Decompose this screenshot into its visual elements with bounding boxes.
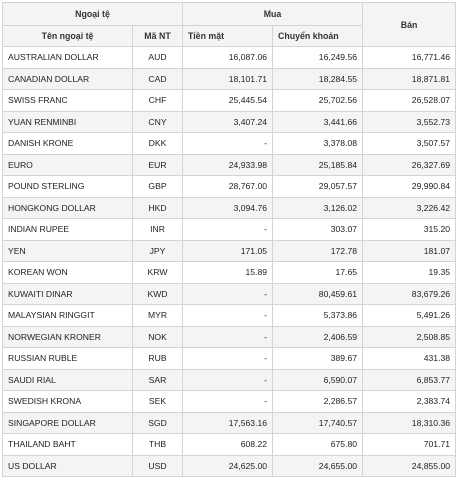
table-row: [3, 219, 456, 241]
cash-header: Tiền mặt: [183, 26, 273, 47]
table-row: [3, 90, 456, 112]
transfer-buy-cell: 80,459.61: [273, 283, 363, 305]
currency-code-cell: SGD: [133, 412, 183, 434]
currency-code-cell: KWD: [133, 283, 183, 305]
sell-cell: 16,771.46: [363, 47, 456, 69]
cash-buy-cell: -: [183, 326, 273, 348]
cash-buy-cell: -: [183, 133, 273, 155]
sell-cell: 5,491.26: [363, 305, 456, 327]
cash-buy-cell: 16,087.06: [183, 47, 273, 69]
sell-header: Bán: [363, 3, 456, 47]
currency-name-cell: THAILAND BAHT: [3, 434, 133, 456]
sell-cell: 26,528.07: [363, 90, 456, 112]
table-row: [3, 176, 456, 198]
transfer-buy-cell: 172.78: [273, 240, 363, 262]
transfer-header: Chuyển khoản: [273, 26, 363, 47]
table-row: [3, 47, 456, 69]
sell-cell: 29,990.84: [363, 176, 456, 198]
transfer-buy-cell: 25,702.56: [273, 90, 363, 112]
cash-buy-cell: 17,563.16: [183, 412, 273, 434]
cash-buy-cell: -: [183, 219, 273, 241]
code-header: Mã NT: [133, 26, 183, 47]
currency-name-cell: HONGKONG DOLLAR: [3, 197, 133, 219]
currency-name-cell: SAUDI RIAL: [3, 369, 133, 391]
sell-cell: 3,552.73: [363, 111, 456, 133]
sell-cell: 701.71: [363, 434, 456, 456]
currency-name-cell: NORWEGIAN KRONER: [3, 326, 133, 348]
currency-code-cell: HKD: [133, 197, 183, 219]
currency-name-cell: AUSTRALIAN DOLLAR: [3, 47, 133, 69]
currency-name-cell: RUSSIAN RUBLE: [3, 348, 133, 370]
currency-code-cell: CNY: [133, 111, 183, 133]
transfer-buy-cell: 3,441.66: [273, 111, 363, 133]
currency-code-cell: EUR: [133, 154, 183, 176]
table-row: [3, 326, 456, 348]
table-row: [3, 154, 456, 176]
currency-name-cell: YUAN RENMINBI: [3, 111, 133, 133]
currency-name-cell: EURO: [3, 154, 133, 176]
transfer-buy-cell: 25,185.84: [273, 154, 363, 176]
cash-buy-cell: 24,933.98: [183, 154, 273, 176]
currency-code-cell: KRW: [133, 262, 183, 284]
currency-name-cell: KUWAITI DINAR: [3, 283, 133, 305]
cash-buy-cell: 3,094.76: [183, 197, 273, 219]
table-row: [3, 283, 456, 305]
currency-code-cell: SEK: [133, 391, 183, 413]
transfer-buy-cell: 29,057.57: [273, 176, 363, 198]
sell-cell: 83,679.26: [363, 283, 456, 305]
table-row: [3, 391, 456, 413]
sell-cell: 2,383.74: [363, 391, 456, 413]
currency-code-cell: NOK: [133, 326, 183, 348]
cash-buy-cell: 3,407.24: [183, 111, 273, 133]
currency-code-cell: JPY: [133, 240, 183, 262]
buy-group-header: Mua: [183, 3, 363, 26]
cash-buy-cell: 28,767.00: [183, 176, 273, 198]
table-row: [3, 262, 456, 284]
cash-buy-cell: -: [183, 283, 273, 305]
currency-code-cell: DKK: [133, 133, 183, 155]
table-row: [3, 455, 456, 477]
currency-code-cell: MYR: [133, 305, 183, 327]
sell-cell: 3,507.57: [363, 133, 456, 155]
table-row: [3, 133, 456, 155]
currency-name-cell: SWEDISH KRONA: [3, 391, 133, 413]
table-row: [3, 305, 456, 327]
transfer-buy-cell: 6,590.07: [273, 369, 363, 391]
transfer-buy-cell: 675.80: [273, 434, 363, 456]
sell-cell: 2,508.85: [363, 326, 456, 348]
transfer-buy-cell: 2,406.59: [273, 326, 363, 348]
cash-buy-cell: -: [183, 348, 273, 370]
currency-code-cell: GBP: [133, 176, 183, 198]
sell-cell: 24,855.00: [363, 455, 456, 477]
sell-cell: 6,853.77: [363, 369, 456, 391]
currency-code-cell: RUB: [133, 348, 183, 370]
currency-name-cell: US DOLLAR: [3, 455, 133, 477]
currency-name-cell: DANISH KRONE: [3, 133, 133, 155]
currency-name-cell: KOREAN WON: [3, 262, 133, 284]
cash-buy-cell: 18,101.71: [183, 68, 273, 90]
sell-cell: 3,226.42: [363, 197, 456, 219]
sell-cell: 26,327.69: [363, 154, 456, 176]
table-row: [3, 369, 456, 391]
currency-code-cell: THB: [133, 434, 183, 456]
currency-group-header: Ngoại tệ: [3, 3, 183, 26]
cash-buy-cell: 25,445.54: [183, 90, 273, 112]
transfer-buy-cell: 5,373.86: [273, 305, 363, 327]
cash-buy-cell: 171.05: [183, 240, 273, 262]
currency-name-header: Tên ngoại tệ: [3, 26, 133, 47]
currency-name-cell: SINGAPORE DOLLAR: [3, 412, 133, 434]
table-row: [3, 434, 456, 456]
exchange-rate-table: [2, 2, 456, 477]
transfer-buy-cell: 303.07: [273, 219, 363, 241]
currency-code-cell: CHF: [133, 90, 183, 112]
table-row: [3, 240, 456, 262]
currency-name-cell: POUND STERLING: [3, 176, 133, 198]
header-row-top: [3, 3, 456, 26]
cash-buy-cell: -: [183, 305, 273, 327]
sell-cell: 18,871.81: [363, 68, 456, 90]
transfer-buy-cell: 3,378.08: [273, 133, 363, 155]
currency-code-cell: INR: [133, 219, 183, 241]
currency-name-cell: SWISS FRANC: [3, 90, 133, 112]
currency-code-cell: SAR: [133, 369, 183, 391]
currency-name-cell: INDIAN RUPEE: [3, 219, 133, 241]
table-row: [3, 68, 456, 90]
currency-code-cell: CAD: [133, 68, 183, 90]
currency-name-cell: CANADIAN DOLLAR: [3, 68, 133, 90]
sell-cell: 315.20: [363, 219, 456, 241]
table-row: [3, 348, 456, 370]
cash-buy-cell: -: [183, 391, 273, 413]
transfer-buy-cell: 3,126.02: [273, 197, 363, 219]
sell-cell: 18,310.36: [363, 412, 456, 434]
cash-buy-cell: 15.89: [183, 262, 273, 284]
cash-buy-cell: 24,625.00: [183, 455, 273, 477]
transfer-buy-cell: 17.65: [273, 262, 363, 284]
currency-name-cell: MALAYSIAN RINGGIT: [3, 305, 133, 327]
cash-buy-cell: 608.22: [183, 434, 273, 456]
transfer-buy-cell: 389.67: [273, 348, 363, 370]
transfer-buy-cell: 24,655.00: [273, 455, 363, 477]
transfer-buy-cell: 17,740.57: [273, 412, 363, 434]
transfer-buy-cell: 18,284.55: [273, 68, 363, 90]
transfer-buy-cell: 16,249.56: [273, 47, 363, 69]
cash-buy-cell: -: [183, 369, 273, 391]
table-row: [3, 111, 456, 133]
transfer-buy-cell: 2,286.57: [273, 391, 363, 413]
sell-cell: 19.35: [363, 262, 456, 284]
sell-cell: 431.38: [363, 348, 456, 370]
table-row: [3, 197, 456, 219]
currency-name-cell: YEN: [3, 240, 133, 262]
table-row: [3, 412, 456, 434]
sell-cell: 181.07: [363, 240, 456, 262]
currency-code-cell: AUD: [133, 47, 183, 69]
currency-code-cell: USD: [133, 455, 183, 477]
